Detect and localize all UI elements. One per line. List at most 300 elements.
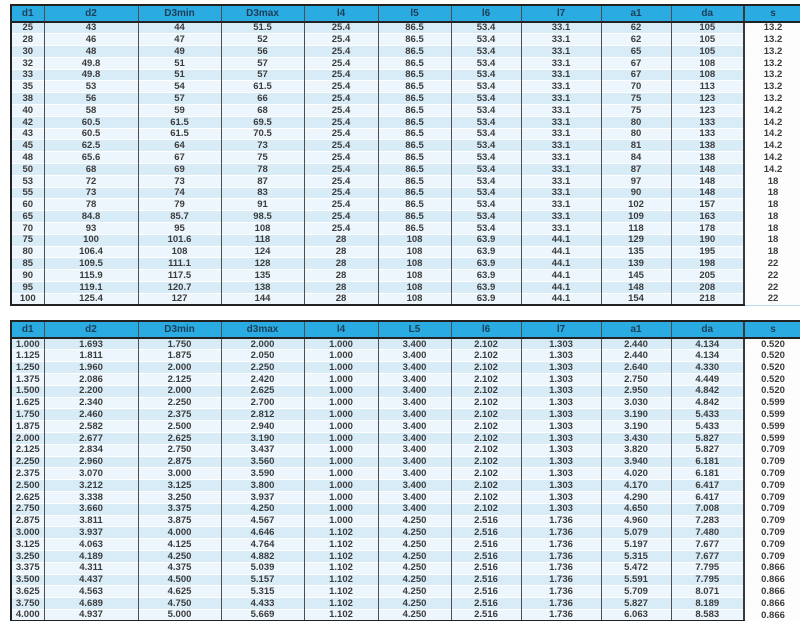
table-cell: 75	[11, 234, 44, 246]
table-cell: 28	[304, 258, 378, 270]
table-cell: 2.102	[451, 433, 521, 445]
table-cell: 65	[11, 211, 44, 223]
table-cell: 1.000	[304, 385, 378, 397]
table-row	[11, 574, 800, 586]
table-cell: 1.303	[521, 409, 601, 421]
table-cell: 4.567	[221, 515, 304, 527]
table-cell: 5.827	[671, 444, 744, 456]
table-cell: 55	[11, 187, 44, 199]
table-cell: 44	[138, 22, 221, 34]
table-cell: 3.125	[11, 539, 44, 551]
table-cell: 218	[671, 293, 744, 305]
table-cell: 28	[304, 270, 378, 282]
table-cell: 7.480	[671, 527, 744, 539]
table-cell: 1.303	[521, 385, 601, 397]
table-cell: 3.800	[221, 480, 304, 492]
table-cell: 1.303	[521, 338, 601, 350]
table-cell: 53.4	[451, 223, 521, 235]
table-cell: 138	[671, 140, 744, 152]
table-row	[11, 527, 800, 539]
table-cell: 25	[11, 22, 44, 34]
table-cell: 2.960	[44, 456, 138, 468]
table-cell: 109	[601, 211, 671, 223]
table-cell: 14.2	[744, 128, 800, 140]
table-row	[11, 81, 800, 93]
table-cell: 53.4	[451, 22, 521, 34]
table-cell: 7.008	[671, 503, 744, 515]
table-cell: 5.709	[601, 586, 671, 598]
table-row	[11, 282, 800, 294]
table-cell: 18	[744, 234, 800, 246]
table-cell: 14.2	[744, 164, 800, 176]
table-cell: 25.4	[304, 46, 378, 58]
table-cell: 3.560	[221, 456, 304, 468]
table-cell: 0.866	[744, 574, 800, 586]
table-cell: 3.400	[378, 503, 451, 515]
table-cell: 1.000	[11, 338, 44, 350]
table-cell: 2.516	[451, 515, 521, 527]
table-cell: 53.4	[451, 211, 521, 223]
table-cell: 44.1	[521, 246, 601, 258]
table-cell: 138	[671, 152, 744, 164]
table-cell: 3.625	[11, 586, 44, 598]
table-cell: 62.5	[44, 140, 138, 152]
table-row	[11, 433, 800, 445]
table-cell: 43	[44, 22, 138, 34]
table-cell: 0.709	[744, 539, 800, 551]
table-cell: 33.1	[521, 105, 601, 117]
table-cell: 86.5	[378, 46, 451, 58]
table-cell: 0.709	[744, 527, 800, 539]
table-cell: 57	[221, 69, 304, 81]
table-cell: 79	[138, 199, 221, 211]
table-row	[11, 362, 800, 374]
table-cell: 108	[671, 57, 744, 69]
table-cell: 63.9	[451, 258, 521, 270]
table-cell: 1.303	[521, 444, 601, 456]
table-cell: 25.4	[304, 128, 378, 140]
table-cell: 4.250	[378, 527, 451, 539]
table-cell: 2.700	[221, 397, 304, 409]
table-cell: 78	[44, 199, 138, 211]
table-cell: 128	[221, 258, 304, 270]
table-cell: 108	[378, 258, 451, 270]
table-cell: 85.7	[138, 211, 221, 223]
table-cell: 33.1	[521, 152, 601, 164]
table-cell: 13.2	[744, 57, 800, 69]
table-cell: 52	[221, 34, 304, 46]
table-cell: 3.190	[601, 421, 671, 433]
table-cell: 1.736	[521, 539, 601, 551]
table-cell: 1.250	[11, 362, 44, 374]
table-cell: 73	[138, 175, 221, 187]
table-cell: 4.625	[138, 586, 221, 598]
dimension-table-metric	[10, 4, 800, 306]
table-cell: 3.190	[601, 409, 671, 421]
table-cell: 25.4	[304, 22, 378, 34]
table-cell: 18	[744, 223, 800, 235]
table-cell: 2.000	[138, 362, 221, 374]
table-cell: 2.086	[44, 374, 138, 386]
table-cell: 108	[378, 246, 451, 258]
table-cell: 74	[138, 187, 221, 199]
table-cell: 33.1	[521, 81, 601, 93]
table-cell: 25.4	[304, 199, 378, 211]
table-cell: 1.000	[304, 350, 378, 362]
table-cell: 5.197	[601, 539, 671, 551]
table-row	[11, 562, 800, 574]
table-cell: 14.2	[744, 152, 800, 164]
table-cell: 80	[11, 246, 44, 258]
column-header-l6: l6	[451, 5, 521, 22]
table-cell: 2.875	[11, 515, 44, 527]
table-cell: 25.4	[304, 164, 378, 176]
table-cell: 1.375	[11, 374, 44, 386]
table-cell: 97	[601, 175, 671, 187]
table-cell: 95	[138, 223, 221, 235]
table-cell: 3.400	[378, 421, 451, 433]
table-cell: 1.102	[304, 550, 378, 562]
table-cell: 22	[744, 293, 800, 305]
table-cell: 4.842	[671, 385, 744, 397]
table-cell: 0.709	[744, 491, 800, 503]
column-header-D3min: D3min	[138, 321, 221, 338]
table-cell: 2.102	[451, 362, 521, 374]
table-cell: 3.437	[221, 444, 304, 456]
table-cell: 86.5	[378, 69, 451, 81]
table-row	[11, 223, 800, 235]
table-row	[11, 258, 800, 270]
table-cell: 7.795	[671, 574, 744, 586]
table-cell: 6.181	[671, 456, 744, 468]
table-cell: 8.583	[671, 609, 744, 621]
table-cell: 44.1	[521, 293, 601, 305]
table-cell: 2.516	[451, 609, 521, 621]
table-cell: 7.283	[671, 515, 744, 527]
table-cell: 25.4	[304, 140, 378, 152]
table-cell: 70	[11, 223, 44, 235]
table-cell: 53	[44, 81, 138, 93]
table-cell: 1.000	[304, 468, 378, 480]
table-cell: 1.736	[521, 586, 601, 598]
table-cell: 4.250	[138, 550, 221, 562]
table-cell: 70	[601, 81, 671, 93]
column-header-D3max: D3max	[221, 5, 304, 22]
table-cell: 1.000	[304, 433, 378, 445]
table-cell: 4.250	[378, 515, 451, 527]
table-row	[11, 480, 800, 492]
table-cell: 2.102	[451, 385, 521, 397]
table-cell: 53.4	[451, 69, 521, 81]
table-cell: 1.000	[304, 480, 378, 492]
table-cell: 0.599	[744, 433, 800, 445]
table-cell: 90	[601, 187, 671, 199]
table-cell: 2.834	[44, 444, 138, 456]
table-cell: 2.640	[601, 362, 671, 374]
table-cell: 123	[671, 105, 744, 117]
table-cell: 90	[11, 270, 44, 282]
table-cell: 86.5	[378, 187, 451, 199]
table-cell: 0.866	[744, 586, 800, 598]
table-cell: 1.000	[304, 456, 378, 468]
table-row	[11, 586, 800, 598]
table-cell: 48	[44, 46, 138, 58]
table-cell: 3.000	[138, 468, 221, 480]
table-cell: 2.102	[451, 350, 521, 362]
table-cell: 2.125	[138, 374, 221, 386]
table-cell: 2.750	[138, 444, 221, 456]
table-cell: 60.5	[44, 116, 138, 128]
table-cell: 3.375	[11, 562, 44, 574]
table-cell: 108	[221, 223, 304, 235]
table-cell: 25.4	[304, 187, 378, 199]
table-cell: 53.4	[451, 81, 521, 93]
table-row	[11, 503, 800, 515]
table-row	[11, 609, 800, 621]
table-cell: 13.2	[744, 46, 800, 58]
column-header-l7: l7	[521, 321, 601, 338]
table-cell: 4.290	[601, 491, 671, 503]
table-cell: 108	[378, 234, 451, 246]
table-cell: 2.102	[451, 409, 521, 421]
table-cell: 3.400	[378, 433, 451, 445]
table-cell: 42	[11, 116, 44, 128]
table-row	[11, 211, 800, 223]
table-cell: 44.1	[521, 270, 601, 282]
table-cell: 86.5	[378, 223, 451, 235]
table-cell: 25.4	[304, 105, 378, 117]
table-cell: 102	[601, 199, 671, 211]
table-cell: 1.960	[44, 362, 138, 374]
table-row	[11, 34, 800, 46]
table-cell: 1.102	[304, 574, 378, 586]
table-cell: 2.750	[601, 374, 671, 386]
table-cell: 53.4	[451, 175, 521, 187]
table-cell: 157	[671, 199, 744, 211]
table-cell: 1.303	[521, 374, 601, 386]
table-cell: 66	[221, 93, 304, 105]
table-cell: 53.4	[451, 105, 521, 117]
table-cell: 108	[671, 69, 744, 81]
table-cell: 205	[671, 270, 744, 282]
table-cell: 3.430	[601, 433, 671, 445]
table-cell: 13.2	[744, 22, 800, 34]
table-cell: 98.5	[221, 211, 304, 223]
table-cell: 1.811	[44, 350, 138, 362]
table-cell: 70.5	[221, 128, 304, 140]
table-cell: 2.582	[44, 421, 138, 433]
table-cell: 5.472	[601, 562, 671, 574]
table-cell: 73	[221, 140, 304, 152]
table-cell: 86.5	[378, 22, 451, 34]
table-row	[11, 152, 800, 164]
table-cell: 69.5	[221, 116, 304, 128]
table-cell: 1.736	[521, 527, 601, 539]
table-row	[11, 397, 800, 409]
table-cell: 1.750	[138, 338, 221, 350]
table-cell: 18	[744, 199, 800, 211]
table-cell: 86.5	[378, 93, 451, 105]
table-cell: 33.1	[521, 223, 601, 235]
table-cell: 18	[744, 246, 800, 258]
table-cell: 2.875	[138, 456, 221, 468]
table-cell: 4.250	[378, 609, 451, 621]
table-cell: 1.000	[304, 409, 378, 421]
table-cell: 4.250	[378, 598, 451, 610]
table-cell: 108	[378, 270, 451, 282]
table-cell: 2.420	[221, 374, 304, 386]
table-cell: 18	[744, 187, 800, 199]
table-cell: 145	[601, 270, 671, 282]
table-cell: 3.400	[378, 374, 451, 386]
table-cell: 78	[221, 164, 304, 176]
table-cell: 3.000	[11, 527, 44, 539]
table-cell: 56	[44, 93, 138, 105]
table-cell: 4.764	[221, 539, 304, 551]
table-cell: 2.812	[221, 409, 304, 421]
table-cell: 1.303	[521, 350, 601, 362]
table-cell: 0.709	[744, 456, 800, 468]
column-header-d3max: d3max	[221, 321, 304, 338]
table-cell: 5.039	[221, 562, 304, 574]
table-cell: 1.000	[304, 397, 378, 409]
table-row	[11, 421, 800, 433]
table-cell: 118	[601, 223, 671, 235]
table-cell: 1.500	[11, 385, 44, 397]
table-cell: 61.5	[221, 81, 304, 93]
table-cell: 72	[44, 175, 138, 187]
column-header-a1: a1	[601, 321, 671, 338]
table-cell: 22	[744, 270, 800, 282]
table-cell: 14.2	[744, 140, 800, 152]
table-cell: 1.303	[521, 503, 601, 515]
table-cell: 208	[671, 282, 744, 294]
table-cell: 33.1	[521, 199, 601, 211]
table-cell: 2.250	[138, 397, 221, 409]
table-cell: 2.102	[451, 374, 521, 386]
table-cell: 5.079	[601, 527, 671, 539]
table-cell: 86.5	[378, 164, 451, 176]
table-cell: 63.9	[451, 234, 521, 246]
table-cell: 1.102	[304, 527, 378, 539]
table-cell: 154	[601, 293, 671, 305]
table-cell: 61.5	[138, 116, 221, 128]
table-cell: 68	[44, 164, 138, 176]
table-cell: 73	[44, 187, 138, 199]
table-row	[11, 140, 800, 152]
table-cell: 64	[138, 140, 221, 152]
table-cell: 2.000	[138, 385, 221, 397]
table-cell: 22	[744, 282, 800, 294]
table-cell: 0.520	[744, 374, 800, 386]
table-row	[11, 444, 800, 456]
table-cell: 80	[601, 128, 671, 140]
table-cell: 4.750	[138, 598, 221, 610]
table-cell: 5.315	[221, 586, 304, 598]
table-row	[11, 374, 800, 386]
table-cell: 1.000	[304, 421, 378, 433]
table-cell: 6.063	[601, 609, 671, 621]
table-cell: 144	[221, 293, 304, 305]
table-cell: 87	[601, 164, 671, 176]
table-cell: 1.875	[138, 350, 221, 362]
table-cell: 135	[221, 270, 304, 282]
table-cell: 33.1	[521, 22, 601, 34]
table-cell: 63.9	[451, 246, 521, 258]
table-cell: 49.8	[44, 57, 138, 69]
table-cell: 113	[671, 81, 744, 93]
table-row	[11, 105, 800, 117]
table-cell: 1.125	[11, 350, 44, 362]
table-cell: 4.250	[378, 574, 451, 586]
table-cell: 13.2	[744, 93, 800, 105]
table-cell: 2.440	[601, 338, 671, 350]
table-cell: 57	[138, 93, 221, 105]
table-cell: 0.709	[744, 515, 800, 527]
table-cell: 5.000	[138, 609, 221, 621]
table-cell: 148	[671, 164, 744, 176]
table-cell: 1.303	[521, 456, 601, 468]
table-row	[11, 57, 800, 69]
table-cell: 3.190	[221, 433, 304, 445]
table-cell: 33.1	[521, 164, 601, 176]
table-cell: 1.303	[521, 362, 601, 374]
column-header-l4: l4	[304, 5, 378, 22]
table-cell: 35	[11, 81, 44, 93]
table-cell: 7.677	[671, 550, 744, 562]
table-cell: 25.4	[304, 34, 378, 46]
table-cell: 4.311	[44, 562, 138, 574]
column-header-a1: a1	[601, 5, 671, 22]
table-cell: 69	[138, 164, 221, 176]
table-cell: 100	[11, 293, 44, 305]
table-cell: 86.5	[378, 34, 451, 46]
table-cell: 25.4	[304, 57, 378, 69]
table-cell: 84	[601, 152, 671, 164]
table-cell: 2.500	[138, 421, 221, 433]
table-cell: 84.8	[44, 211, 138, 223]
table-cell: 53.4	[451, 164, 521, 176]
table-cell: 3.400	[378, 468, 451, 480]
table-cell: 60	[11, 199, 44, 211]
table-cell: 83	[221, 187, 304, 199]
table-row	[11, 22, 800, 34]
table-cell: 0.520	[744, 362, 800, 374]
table-cell: 2.625	[221, 385, 304, 397]
table-cell: 2.516	[451, 539, 521, 551]
table-cell: 133	[671, 116, 744, 128]
table-cell: 32	[11, 57, 44, 69]
dimension-table-inch	[10, 320, 800, 621]
table-cell: 2.625	[11, 491, 44, 503]
table-cell: 0.866	[744, 609, 800, 621]
table-cell: 3.250	[11, 550, 44, 562]
table-row	[11, 456, 800, 468]
table-cell: 25.4	[304, 81, 378, 93]
table-row	[11, 468, 800, 480]
table-cell: 86.5	[378, 57, 451, 69]
table-cell: 14.2	[744, 105, 800, 117]
table-cell: 0.599	[744, 421, 800, 433]
table-cell: 0.520	[744, 338, 800, 350]
table-cell: 1.750	[11, 409, 44, 421]
table-cell: 13.2	[744, 81, 800, 93]
table-cell: 4.689	[44, 598, 138, 610]
table-cell: 178	[671, 223, 744, 235]
table-cell: 2.460	[44, 409, 138, 421]
table-cell: 1.736	[521, 550, 601, 562]
table-cell: 38	[11, 93, 44, 105]
